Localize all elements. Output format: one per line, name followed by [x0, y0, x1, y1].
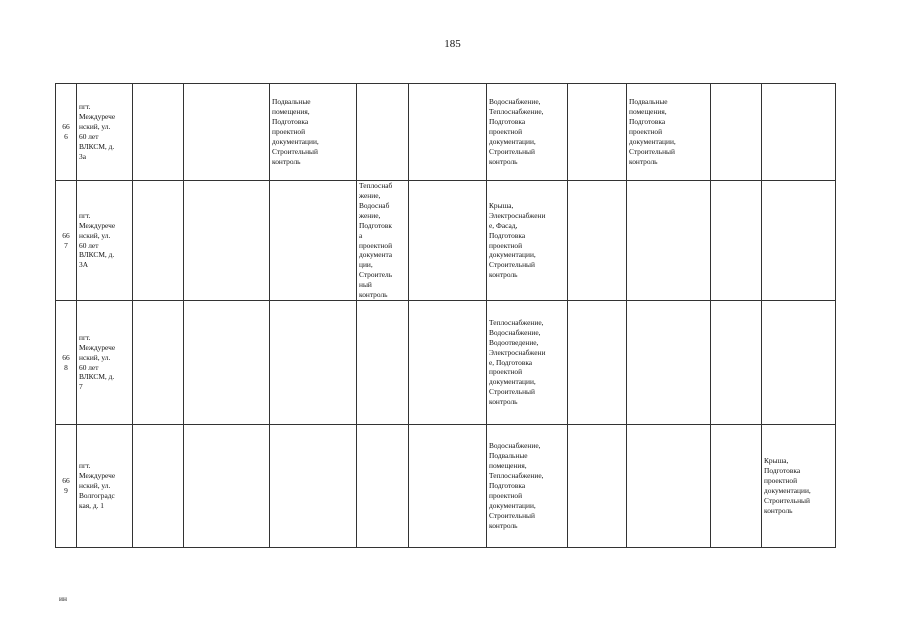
work-cell [270, 181, 357, 301]
empty-cell [568, 84, 627, 181]
empty-cell [568, 425, 627, 548]
address-cell: пгт. Междуречe нский, ул. Волгоградс кая, д. 1 [77, 425, 133, 548]
work-cell [627, 181, 711, 301]
work-cell [270, 301, 357, 425]
row-number-cell: 66 7 [56, 181, 77, 301]
work-cell: Подвальные помещения, Подготовка проектной документации, Строительный контроль [270, 84, 357, 181]
repair-schedule-table [55, 83, 836, 548]
row-number-cell: 66 9 [56, 425, 77, 548]
work-cell [357, 425, 409, 548]
table-row [56, 425, 836, 548]
work-cell [762, 84, 836, 181]
table-row [56, 301, 836, 425]
empty-cell [133, 425, 184, 548]
work-cell [762, 181, 836, 301]
empty-cell [184, 301, 270, 425]
work-cell [627, 425, 711, 548]
work-cell: Водоснабжение, Подвальные помещения, Теплоснабжение, Подготовка проектной документации, Строительный контроль [487, 425, 568, 548]
row-number-cell: 66 6 [56, 84, 77, 181]
work-cell: Теплоснаб жение, Водоснаб жение, Подготовк а проектной документа ции, Строитель ный контроль [357, 181, 409, 301]
address-cell: пгт. Междуречe нский, ул. 60 лет ВЛКСМ, д. 7 [77, 301, 133, 425]
empty-cell [133, 84, 184, 181]
empty-cell [409, 181, 487, 301]
empty-cell [711, 181, 762, 301]
empty-cell [711, 425, 762, 548]
work-cell [270, 425, 357, 548]
work-cell: Крыша, Электроснабжени е, Фасад, Подготовка проектной документации, Строительный контроль [487, 181, 568, 301]
empty-cell [133, 181, 184, 301]
empty-cell [133, 301, 184, 425]
address-cell: пгт. Междурече нский, ул. 60 лет ВЛКСМ, д. 3а [77, 84, 133, 181]
work-cell [357, 301, 409, 425]
row-number-cell: 66 8 [56, 301, 77, 425]
empty-cell [409, 425, 487, 548]
empty-cell [409, 301, 487, 425]
work-cell [627, 301, 711, 425]
work-cell [357, 84, 409, 181]
work-cell: Подвальные помещения, Подготовка проектной документации, Строительный контроль [627, 84, 711, 181]
empty-cell [568, 181, 627, 301]
table-row [56, 84, 836, 181]
table-row [56, 181, 836, 301]
work-cell [762, 301, 836, 425]
empty-cell [184, 425, 270, 548]
page-number: 185 [444, 38, 461, 50]
empty-cell [184, 181, 270, 301]
empty-cell [711, 301, 762, 425]
empty-cell [568, 301, 627, 425]
empty-cell [711, 84, 762, 181]
empty-cell [184, 84, 270, 181]
empty-cell [409, 84, 487, 181]
work-cell: Теплоснабжение, Водоснабжение, Водоотведение, Электроснабжени е, Подготовка проектной документации, Строительный контроль [487, 301, 568, 425]
footer-mark: ин [59, 594, 67, 603]
work-cell: Водоснабжение, Теплоснабжение, Подготовка проектной документации, Строительный контроль [487, 84, 568, 181]
work-cell: Крыша, Подготовка проектной документации, Строительный контроль [762, 425, 836, 548]
address-cell: пгт. Междуречe нский, ул. 60 лет ВЛКСМ, д. 3А [77, 181, 133, 301]
